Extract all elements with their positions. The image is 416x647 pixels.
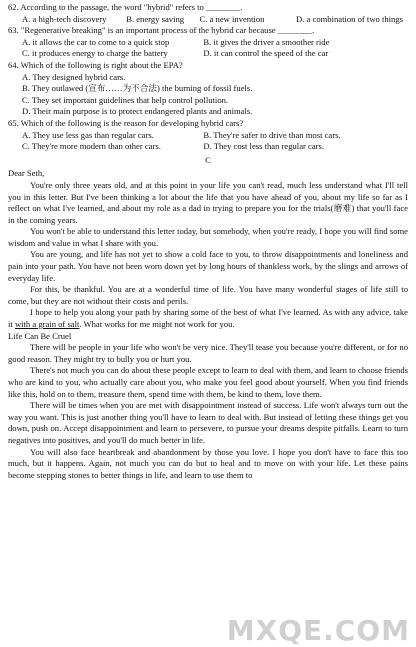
option-b[interactable]: B. it gives the driver a smoother ride (203, 36, 330, 47)
option-d[interactable]: D. Their main purpose is to protect endangered plants and animals. (22, 106, 253, 117)
question-stem: 64. Which of the following is right about the EPA? (8, 59, 183, 70)
options-row (8, 130, 408, 142)
option-a[interactable]: A. a high-tech discovery (22, 13, 107, 24)
letter-paragraph: There will be people in your life who won't be very nice. They'll tease you because you're different, or for no good reason. They might try to bully you or hurt you. (8, 342, 408, 364)
option-d[interactable]: D. a combination of two things (296, 13, 403, 24)
letter-paragraph: There's not much you can do about these people except to learn to deal with them, and learn to choose friends who are kind to you, who actually care about you, who make you feel good about yourself. When you find friends like this, hold on to them, treasure them, spend time with them, be kind to them, love them. (8, 365, 408, 399)
options-row (8, 48, 408, 60)
watermark-logo: MXQE.COM (226, 614, 410, 647)
option-a[interactable]: A. They designed hybrid cars. (22, 71, 126, 82)
letter-paragraph: You won't be able to understand this letter today, but somebody, when you're ready, I hope you will find some wisdom and value in what I share with you. (8, 226, 408, 248)
options-row (8, 37, 408, 49)
letter-paragraph: For this, be thankful. You are at a wonderful time of life. You have many wonderful stages of life still to come, but they are not without their costs and perils. (8, 284, 408, 306)
salutation: Dear Seth, (8, 168, 45, 179)
letter-paragraph: You will also face heartbreak and abandonment by those you love. I hope you don't have to face this too much, but it happens. Again, not much you can do but to heal and to move on with your life. Let these pains become stepping stones to better things in life, and learn to use them to (8, 446, 408, 480)
underlined-phrase: with a grain of salt (14, 319, 80, 330)
question-62 (8, 2, 408, 25)
options-row (8, 141, 408, 153)
option-c[interactable]: C. They set important guidelines that help control pollution. (22, 94, 229, 105)
question-65 (8, 118, 408, 153)
option-d[interactable]: D. it can control the speed of the car (203, 48, 329, 59)
option-c[interactable]: C. a new invention (199, 13, 265, 24)
section-label: C (205, 154, 211, 165)
option-c[interactable]: C. They're more modern than other cars. (22, 141, 161, 152)
options-row (8, 14, 408, 26)
option-d[interactable]: D. They cost less than regular cars. (203, 141, 324, 152)
letter-paragraph: You are young, and life has not yet to show a cold face to you, to throw disappointments and loneliness and pain into your path. You have not been worn down yet by long hours of thankless work, by the slings and arrows of everyday life. (8, 249, 408, 283)
option-a[interactable]: A. it allows the car to come to a quick stop (22, 36, 170, 47)
advice-text: I hope to help you along your path by sharing some of the best of what I've learned. As with any advice, take it (8, 307, 408, 330)
subheading: Life Can Be Cruel (8, 330, 72, 341)
letter-paragraph: There will be times when you are met with disappointment instead of success. Life won't always turn out the way you want. This is just another thing you'll have to learn to deal with. But instead of letting these things get you down, push on. Accept disappointment and learn to persevere, to pursue your dreams despite pitfalls. Learn to turn negatives into positives, and you'll do much better in life. (8, 400, 408, 445)
option-a[interactable]: A. They use less gas than regular cars. (22, 129, 154, 140)
option-b[interactable]: B. They outlawed (宣布……为不合法) the burning of fossil fuels. (22, 83, 253, 94)
letter-paragraph: You're only three years old, and at this point in your life you can't read, much less understand what I'll tell you in this letter. But I've been thinking a lot about the life that you have ahead of you, about my life so far as I reflect on what I've learned, and about my role as a dad in trying to prepare you for the trials(磨难) that you'll face in the coming years. (8, 179, 408, 225)
question-64 (8, 60, 408, 118)
question-63 (8, 25, 408, 60)
question-stem: 62. According to the passage, the word "hybrid" refers to ________. (8, 2, 243, 12)
option-b[interactable]: B. energy saving (126, 13, 185, 24)
question-stem: 65. Which of the following is the reason for developing hybrid cars? (8, 117, 244, 128)
option-c[interactable]: C. it produces energy to charge the battery (22, 48, 168, 59)
advice-text-end: . What works for me might not work for you. (79, 319, 235, 330)
letter-paragraph-advice (8, 307, 408, 330)
question-stem: 63. "Regenerative breaking" is an important process of the hybrid car because ________. (8, 25, 315, 36)
option-b[interactable]: B. They're safer to drive than most cars. (203, 129, 341, 140)
